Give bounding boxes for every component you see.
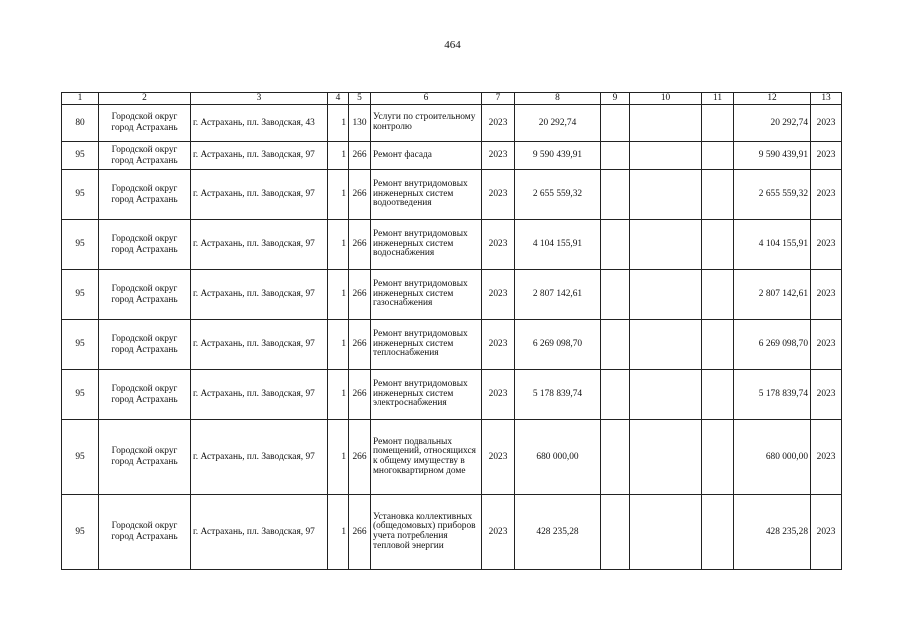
column-header: 8 bbox=[515, 93, 601, 105]
cell-total: 6 269 098,70 bbox=[734, 320, 811, 370]
cell-col11 bbox=[702, 370, 734, 420]
cell-completion-year: 2023 bbox=[811, 142, 842, 170]
cell-amount: 4 104 155,91 bbox=[515, 220, 601, 270]
cell-col11 bbox=[702, 220, 734, 270]
cell-municipality: Городской округ город Астрахань bbox=[99, 105, 191, 142]
cell-completion-year: 2023 bbox=[811, 270, 842, 320]
cell-col11 bbox=[702, 142, 734, 170]
table-row bbox=[62, 220, 842, 270]
cell-count: 1 bbox=[328, 170, 349, 220]
cell-row-number: 80 bbox=[62, 105, 99, 142]
cell-work-type: Ремонт фасада bbox=[371, 142, 482, 170]
cell-col10 bbox=[630, 370, 702, 420]
cell-code: 266 bbox=[349, 420, 371, 495]
cell-completion-year: 2023 bbox=[811, 220, 842, 270]
cell-work-type: Установка коллективных (общедомовых) приборов учета потребления тепловой энергии bbox=[371, 495, 482, 570]
table-row bbox=[62, 320, 842, 370]
table-row bbox=[62, 270, 842, 320]
cell-count: 1 bbox=[328, 420, 349, 495]
cell-col10 bbox=[630, 170, 702, 220]
table-row bbox=[62, 370, 842, 420]
cell-amount: 20 292,74 bbox=[515, 105, 601, 142]
cell-municipality: Городской округ город Астрахань bbox=[99, 495, 191, 570]
cell-col11 bbox=[702, 170, 734, 220]
column-header: 9 bbox=[601, 93, 630, 105]
cell-col10 bbox=[630, 105, 702, 142]
column-header: 11 bbox=[702, 93, 734, 105]
cell-address: г. Астрахань, пл. Заводская, 43 bbox=[191, 105, 328, 142]
cell-count: 1 bbox=[328, 270, 349, 320]
cell-total: 2 807 142,61 bbox=[734, 270, 811, 320]
cell-municipality: Городской округ город Астрахань bbox=[99, 370, 191, 420]
table-row bbox=[62, 105, 842, 142]
cell-amount: 428 235,28 bbox=[515, 495, 601, 570]
cell-amount: 5 178 839,74 bbox=[515, 370, 601, 420]
column-header: 6 bbox=[371, 93, 482, 105]
cell-code: 130 bbox=[349, 105, 371, 142]
cell-col10 bbox=[630, 220, 702, 270]
cell-row-number: 95 bbox=[62, 170, 99, 220]
column-header: 12 bbox=[734, 93, 811, 105]
cell-completion-year: 2023 bbox=[811, 420, 842, 495]
cell-address: г. Астрахань, пл. Заводская, 97 bbox=[191, 420, 328, 495]
cell-amount: 2 655 559,32 bbox=[515, 170, 601, 220]
cell-address: г. Астрахань, пл. Заводская, 97 bbox=[191, 495, 328, 570]
cell-row-number: 95 bbox=[62, 370, 99, 420]
cell-row-number: 95 bbox=[62, 320, 99, 370]
table-row bbox=[62, 495, 842, 570]
cell-address: г. Астрахань, пл. Заводская, 97 bbox=[191, 142, 328, 170]
cell-col9 bbox=[601, 370, 630, 420]
cell-row-number: 95 bbox=[62, 142, 99, 170]
cell-col10 bbox=[630, 270, 702, 320]
cell-year: 2023 bbox=[482, 270, 515, 320]
cell-code: 266 bbox=[349, 270, 371, 320]
cell-col10 bbox=[630, 320, 702, 370]
cell-completion-year: 2023 bbox=[811, 170, 842, 220]
cell-col11 bbox=[702, 270, 734, 320]
column-header: 2 bbox=[99, 93, 191, 105]
cell-code: 266 bbox=[349, 170, 371, 220]
cell-year: 2023 bbox=[482, 320, 515, 370]
cell-total: 5 178 839,74 bbox=[734, 370, 811, 420]
cell-col9 bbox=[601, 270, 630, 320]
cell-col9 bbox=[601, 220, 630, 270]
cell-row-number: 95 bbox=[62, 495, 99, 570]
cell-municipality: Городской округ город Астрахань bbox=[99, 270, 191, 320]
column-header: 1 bbox=[62, 93, 99, 105]
column-header: 5 bbox=[349, 93, 371, 105]
cell-count: 1 bbox=[328, 320, 349, 370]
page-number: 464 bbox=[444, 39, 461, 51]
cell-col10 bbox=[630, 420, 702, 495]
cell-count: 1 bbox=[328, 495, 349, 570]
cell-work-type: Ремонт внутридомовых инженерных систем теплоснабжения bbox=[371, 320, 482, 370]
cell-code: 266 bbox=[349, 320, 371, 370]
cell-code: 266 bbox=[349, 495, 371, 570]
table-row bbox=[62, 142, 842, 170]
cell-total: 4 104 155,91 bbox=[734, 220, 811, 270]
cell-amount: 9 590 439,91 bbox=[515, 142, 601, 170]
cell-work-type: Услуги по строительному контролю bbox=[371, 105, 482, 142]
cell-row-number: 95 bbox=[62, 420, 99, 495]
cell-row-number: 95 bbox=[62, 220, 99, 270]
cell-col11 bbox=[702, 420, 734, 495]
cell-year: 2023 bbox=[482, 495, 515, 570]
cell-work-type: Ремонт внутридомовых инженерных систем газоснабжения bbox=[371, 270, 482, 320]
cell-address: г. Астрахань, пл. Заводская, 97 bbox=[191, 220, 328, 270]
cell-address: г. Астрахань, пл. Заводская, 97 bbox=[191, 370, 328, 420]
cell-code: 266 bbox=[349, 370, 371, 420]
cell-count: 1 bbox=[328, 142, 349, 170]
cell-amount: 680 000,00 bbox=[515, 420, 601, 495]
table-row bbox=[62, 170, 842, 220]
cell-col9 bbox=[601, 320, 630, 370]
cell-total: 20 292,74 bbox=[734, 105, 811, 142]
cell-col9 bbox=[601, 420, 630, 495]
cell-year: 2023 bbox=[482, 220, 515, 270]
cell-work-type: Ремонт подвальных помещений, относящихся к общему имуществу в многоквартирном доме bbox=[371, 420, 482, 495]
cell-col9 bbox=[601, 170, 630, 220]
cell-work-type: Ремонт внутридомовых инженерных систем водоснабжения bbox=[371, 220, 482, 270]
column-header: 13 bbox=[811, 93, 842, 105]
cell-col9 bbox=[601, 495, 630, 570]
cell-year: 2023 bbox=[482, 420, 515, 495]
cell-col11 bbox=[702, 105, 734, 142]
cell-col9 bbox=[601, 105, 630, 142]
cell-total: 2 655 559,32 bbox=[734, 170, 811, 220]
cell-year: 2023 bbox=[482, 105, 515, 142]
cell-col10 bbox=[630, 495, 702, 570]
cell-address: г. Астрахань, пл. Заводская, 97 bbox=[191, 320, 328, 370]
cell-total: 9 590 439,91 bbox=[734, 142, 811, 170]
cell-completion-year: 2023 bbox=[811, 105, 842, 142]
cell-address: г. Астрахань, пл. Заводская, 97 bbox=[191, 170, 328, 220]
column-header: 4 bbox=[328, 93, 349, 105]
cell-col9 bbox=[601, 142, 630, 170]
cell-amount: 6 269 098,70 bbox=[515, 320, 601, 370]
cell-count: 1 bbox=[328, 105, 349, 142]
cell-municipality: Городской округ город Астрахань bbox=[99, 220, 191, 270]
column-number-header-row bbox=[62, 93, 842, 105]
cell-year: 2023 bbox=[482, 370, 515, 420]
cell-work-type: Ремонт внутридомовых инженерных систем водоотведения bbox=[371, 170, 482, 220]
cell-municipality: Городской округ город Астрахань bbox=[99, 142, 191, 170]
cell-completion-year: 2023 bbox=[811, 495, 842, 570]
cell-col11 bbox=[702, 320, 734, 370]
table-row bbox=[62, 420, 842, 495]
cell-work-type: Ремонт внутридомовых инженерных систем электроснабжения bbox=[371, 370, 482, 420]
column-header: 3 bbox=[191, 93, 328, 105]
cell-municipality: Городской округ город Астрахань bbox=[99, 320, 191, 370]
column-header: 7 bbox=[482, 93, 515, 105]
cell-row-number: 95 bbox=[62, 270, 99, 320]
cell-count: 1 bbox=[328, 220, 349, 270]
cell-municipality: Городской округ город Астрахань bbox=[99, 170, 191, 220]
cell-amount: 2 807 142,61 bbox=[515, 270, 601, 320]
cell-code: 266 bbox=[349, 220, 371, 270]
cell-completion-year: 2023 bbox=[811, 370, 842, 420]
cell-col11 bbox=[702, 495, 734, 570]
cell-year: 2023 bbox=[482, 170, 515, 220]
cell-total: 680 000,00 bbox=[734, 420, 811, 495]
works-table bbox=[61, 92, 842, 570]
cell-municipality: Городской округ город Астрахань bbox=[99, 420, 191, 495]
cell-col10 bbox=[630, 142, 702, 170]
cell-count: 1 bbox=[328, 370, 349, 420]
cell-code: 266 bbox=[349, 142, 371, 170]
cell-total: 428 235,28 bbox=[734, 495, 811, 570]
cell-completion-year: 2023 bbox=[811, 320, 842, 370]
cell-year: 2023 bbox=[482, 142, 515, 170]
cell-address: г. Астрахань, пл. Заводская, 97 bbox=[191, 270, 328, 320]
column-header: 10 bbox=[630, 93, 702, 105]
